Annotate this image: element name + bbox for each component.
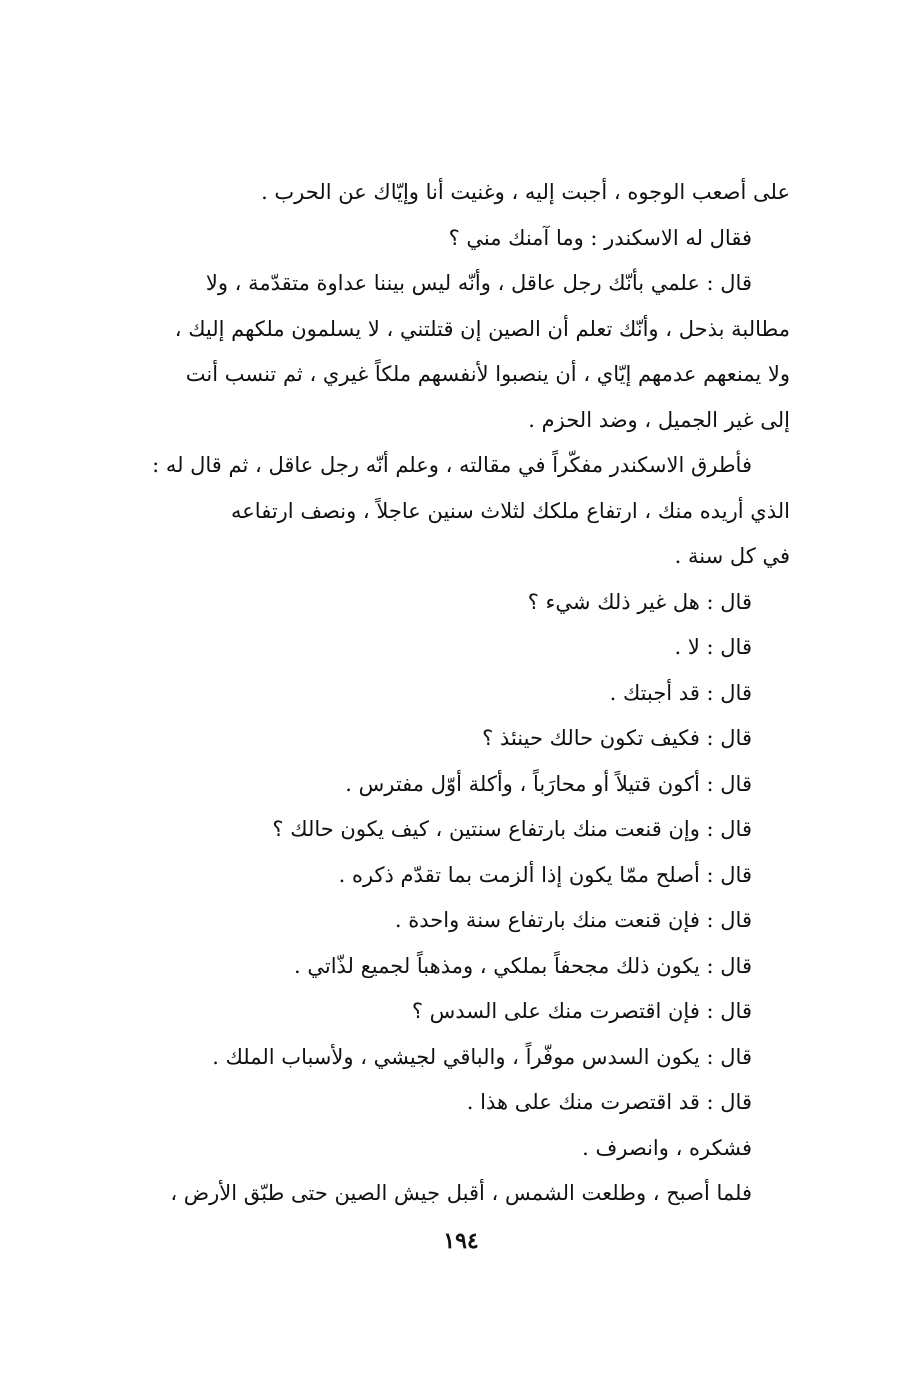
dialogue-line: قال : قد اقتصرت منك على هذا . xyxy=(466,1090,752,1114)
text-line: على أصعب الوجوه ، أجبت إليه ، وغنيت أنا وإيّاك عن الحرب . xyxy=(261,180,790,204)
dialogue-line: قال : فإن قنعت منك بارتفاع سنة واحدة . xyxy=(394,908,752,932)
dialogue-line: قال : لا . xyxy=(674,635,752,659)
text-line: فقال له الاسكندر : وما آمنك مني ؟ xyxy=(448,225,752,250)
text-line: إلى غير الجميل ، وضد الحزم . xyxy=(528,407,790,432)
text-line: في كل سنة . xyxy=(674,544,790,568)
dialogue-line: قال : فكيف تكون حالك حينئذ ؟ xyxy=(482,726,752,750)
text-line: فشكره ، وانصرف . xyxy=(582,1135,752,1160)
dialogue-line: قال : أصلح ممّا يكون إذا ألزمت بما تقدّم ذكره . xyxy=(338,862,752,887)
dialogue-line: قال : يكون السدس موفّراً ، والباقي لجيشي ، ولأسباب الملك . xyxy=(212,1044,752,1069)
text-line: الذي أريده منك ، ارتفاع ملكك لثلاث سنين عاجلاً ، ونصف ارتفاعه xyxy=(231,498,790,523)
text-line: ولا يمنعهم عدمهم إيّاي ، أن ينصبوا لأنفسهم ملكاً غيري ، ثم تنسب أنت xyxy=(185,362,790,386)
text-line: مطالبة بذحل ، وأنّك تعلم أن الصين إن قتلتني ، لا يسلمون ملكهم إليك ، xyxy=(174,316,790,341)
dialogue-line: قال : هل غير ذلك شيء ؟ xyxy=(527,589,752,614)
page-number: ١٩٤ xyxy=(443,1228,479,1254)
dialogue-line: قال : وإن قنعت منك بارتفاع سنتين ، كيف يكون حالك ؟ xyxy=(272,817,752,841)
dialogue-line: قال : فإن اقتصرت منك على السدس ؟ xyxy=(411,999,752,1023)
text-line: قال : علمي بأنّك رجل عاقل ، وأنّه ليس بيننا عداوة متقدّمة ، ولا xyxy=(205,271,752,295)
text-line: فلما أصبح ، وطلعت الشمس ، أقبل جيش الصين حتى طبّق الأرض ، xyxy=(170,1181,752,1205)
dialogue-line: قال : يكون ذلك مجحفاً بملكي ، ومذهباً لجميع لذّاتي . xyxy=(294,953,752,978)
dialogue-line: قال : أكون قتيلاً أو محارَباً ، وأكلة أوّل مفترس . xyxy=(345,771,752,796)
text-line: فأطرق الاسكندر مفكّراً في مقالته ، وعلم أنّه رجل عاقل ، ثم قال له : xyxy=(152,453,752,477)
body-text xyxy=(100,170,790,1217)
dialogue-line: قال : قد أجبتك . xyxy=(609,680,752,705)
